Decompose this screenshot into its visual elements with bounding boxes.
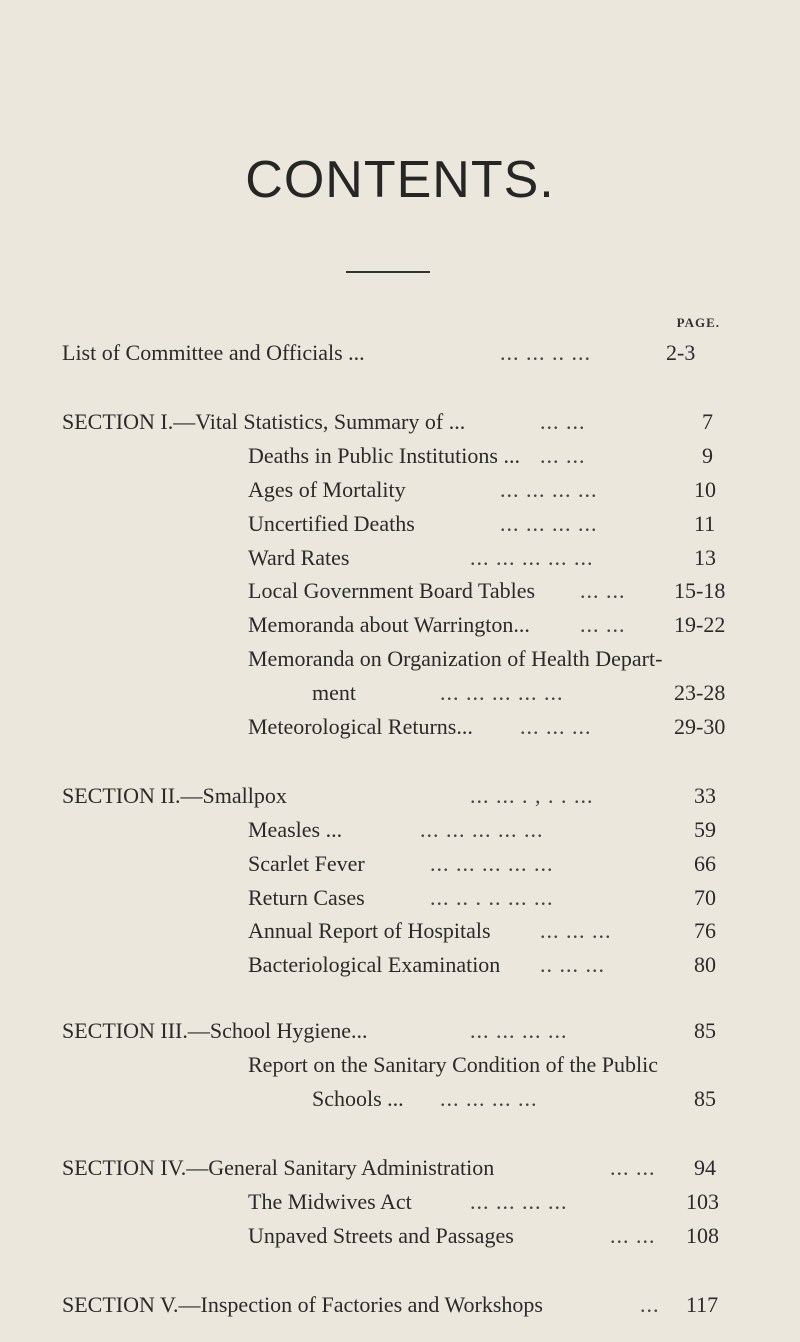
entry-title: Memoranda on Organization of Health Depart-: [248, 646, 663, 671]
entry-leader-dots: ... ... ... ... ...: [420, 817, 544, 842]
entry-title: Meteorological Returns...: [248, 714, 473, 739]
entry-page-number: 85: [694, 1086, 716, 1111]
entry-page-number: 59: [694, 817, 716, 842]
entry-page-number: 11: [694, 511, 716, 536]
entry-title: List of Committee and Officials ...: [62, 340, 365, 365]
contents-entry: [0, 612, 800, 638]
page-column-heading: PAGE.: [676, 315, 720, 330]
entry-leader-dots: ... ... ... ...: [470, 1018, 568, 1043]
entry-page-number: 85: [694, 1018, 716, 1043]
entry-leader-dots: ... ... ... ...: [440, 1086, 538, 1111]
contents-entry: [0, 851, 800, 877]
entry-leader-dots: ... ... ... ...: [500, 511, 598, 536]
entry-title: Ward Rates: [248, 545, 350, 570]
entry-leader-dots: ... ...: [540, 443, 586, 468]
entry-title: Report on the Sanitary Condition of the Public: [248, 1052, 659, 1077]
entry-title: ment: [312, 680, 356, 705]
contents-entry: [0, 545, 800, 571]
entry-title: Local Government Board Tables: [248, 578, 536, 603]
entry-leader-dots: ... ...: [580, 612, 626, 637]
entry-title: Schools ...: [312, 1086, 404, 1111]
entry-leader-dots: ... ...: [610, 1223, 656, 1248]
contents-entry: [0, 680, 800, 706]
entry-page-number: 13: [694, 545, 716, 570]
entry-page-number: 10: [694, 477, 716, 502]
contents-entry: [0, 918, 800, 944]
entry-page-number: 94: [694, 1155, 716, 1180]
title-rule: [346, 271, 430, 273]
contents-entry: [0, 443, 800, 469]
entry-page-number: 9: [702, 443, 713, 468]
contents-entry: [0, 817, 800, 843]
entry-title: SECTION IV.—General Sanitary Administration: [62, 1155, 495, 1180]
entry-page-number: 117: [686, 1292, 719, 1317]
entry-title: SECTION I.—Vital Statistics, Summary of ...: [62, 409, 466, 434]
entry-leader-dots: ... ... ... ... ...: [470, 545, 594, 570]
contents-entry: [0, 1086, 800, 1112]
contents-entry: [0, 646, 800, 672]
entry-leader-dots: ... ...: [580, 578, 626, 603]
entry-title: SECTION V.—Inspection of Factories and Workshops: [62, 1292, 543, 1317]
entry-page-number: 108: [686, 1223, 719, 1248]
entry-title: Deaths in Public Institutions ...: [248, 443, 520, 468]
contents-entry: [0, 511, 800, 537]
entry-title: Measles ...: [248, 817, 343, 842]
entry-leader-dots: ... ... .. ...: [500, 340, 591, 365]
entry-title: Uncertified Deaths: [248, 511, 415, 536]
contents-entry: [0, 885, 800, 911]
entry-title: Memoranda about Warrington...: [248, 612, 530, 637]
contents-entry: [0, 1223, 800, 1249]
contents-entry: [0, 578, 800, 604]
entry-page-number: 7: [702, 409, 713, 434]
entry-page-number: 29-30: [674, 714, 726, 739]
contents-entry: [0, 1189, 800, 1215]
entry-title: Bacteriological Examination: [248, 952, 501, 977]
contents-entry: [0, 409, 800, 435]
entry-title: Scarlet Fever: [248, 851, 365, 876]
entry-leader-dots: ... ... ... ... ...: [430, 851, 554, 876]
contents-entry: [0, 714, 800, 740]
entry-leader-dots: ... ... ... ... ...: [440, 680, 564, 705]
entry-title: Return Cases: [248, 885, 365, 910]
entry-page-number: 2-3: [666, 340, 696, 365]
entry-page-number: 76: [694, 918, 716, 943]
contents-entry: [0, 1018, 800, 1044]
entry-page-number: 66: [694, 851, 716, 876]
contents-entry: [0, 1052, 800, 1078]
entry-page-number: 19-22: [674, 612, 726, 637]
entry-page-number: 103: [686, 1189, 719, 1214]
entry-title: Ages of Mortality: [248, 477, 406, 502]
contents-entry: [0, 952, 800, 978]
entry-title: SECTION II.—Smallpox: [62, 783, 287, 808]
entry-page-number: 15-18: [674, 578, 726, 603]
entry-leader-dots: ...: [640, 1292, 660, 1317]
entry-page-number: 70: [694, 885, 716, 910]
entry-page-number: 33: [694, 783, 716, 808]
contents-entry: [0, 1155, 800, 1181]
contents-entry: [0, 340, 800, 366]
contents-entry: [0, 1292, 800, 1318]
entry-leader-dots: ... ...: [540, 409, 586, 434]
entry-title: The Midwives Act: [248, 1189, 412, 1214]
entry-page-number: 23-28: [674, 680, 726, 705]
entry-title: SECTION III.—School Hygiene...: [62, 1018, 368, 1043]
entry-leader-dots: ... ... ...: [540, 918, 612, 943]
entry-leader-dots: ... ... ... ...: [500, 477, 598, 502]
entry-leader-dots: ... ... ... ...: [470, 1189, 568, 1214]
entry-title: Unpaved Streets and Passages: [248, 1223, 514, 1248]
entry-leader-dots: .. ... ...: [540, 952, 605, 977]
entry-leader-dots: ... .. . .. ... ...: [430, 885, 554, 910]
entry-leader-dots: ... ... . , . . ...: [470, 783, 594, 808]
entry-page-number: 80: [694, 952, 716, 977]
entry-title: Annual Report of Hospitals: [248, 918, 491, 943]
entry-leader-dots: ... ... ...: [520, 714, 592, 739]
page-title: CONTENTS.: [245, 151, 555, 209]
entry-leader-dots: ... ...: [610, 1155, 656, 1180]
contents-entry: [0, 477, 800, 503]
contents-entry: [0, 783, 800, 809]
